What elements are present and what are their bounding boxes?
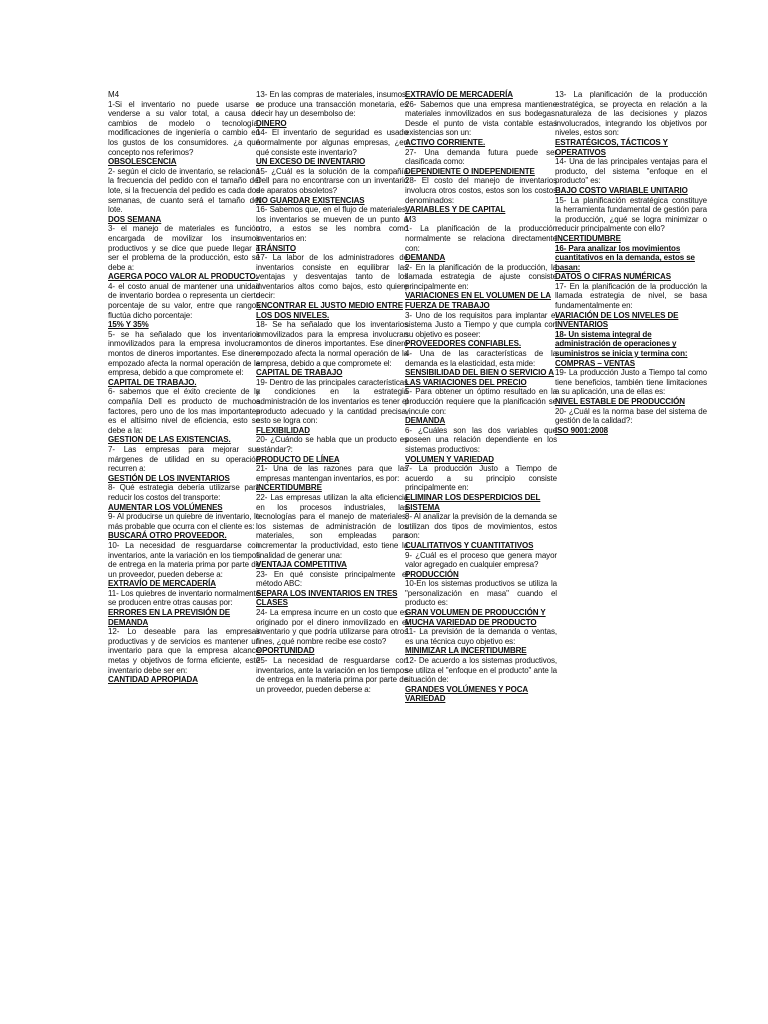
answer-text: NO GUARDAR EXISTENCIAS	[256, 195, 365, 205]
question-text: 20- ¿Cuándo se habla que un producto es estándar?:	[256, 435, 408, 454]
answer-text: ACTIVO CORRIENTE.	[405, 137, 486, 147]
question-text: 1- La planificación de la producción normalmente se relaciona directamente con:	[405, 224, 557, 253]
question-text: 12- De acuerdo a los sistemas productivos, se utiliza el "enfoque en el producto" ante la situación de:	[405, 656, 557, 685]
answer-text: BUSCARÁ OTRO PROVEEDOR.	[108, 531, 227, 541]
answer-text: NIVEL ESTABLE DE PRODUCCIÓN	[555, 397, 685, 406]
text-column-3	[405, 90, 557, 704]
question-text: 14- Una de las principales ventajas para el producto, del sistema "enfoque en el producto" es:	[555, 157, 707, 186]
answer-text: PRODUCTO DE LÍNEA	[256, 454, 340, 464]
answer-text: VENTAJA COMPETITIVA	[256, 560, 347, 570]
question-text: 16- Sabemos que, en el flujo de materiales, los inventarios se mueven de un punto a otro, a estos se les nombra como inventarios en:	[256, 205, 408, 243]
question-text: 4- Una de las características de la demanda es la elasticidad, esta mide:	[405, 349, 557, 368]
text-column-1	[108, 90, 260, 685]
question-text: 17- En la planificación de la producción la llamada estrategia de nivel, se basa fundamentalmente en:	[555, 281, 707, 311]
answer-text: AUMENTAR LOS VOLÚMENES	[108, 502, 223, 512]
question-text: 3- Uno de los requisitos para implantar el sistema Justo a Tiempo y que cumpla con su objetivo es poseer:	[405, 310, 557, 339]
answer-text: BAJO COSTO VARIABLE UNITARIO	[555, 185, 688, 195]
text-column-2	[256, 90, 408, 694]
answer-text: CAPITAL DE TRABAJO.	[108, 377, 197, 387]
question-text: 13- En las compras de materiales, insumos, se produce una transacción monetaria, es decir hay un desembolso de:	[256, 90, 408, 119]
answer-text: VARIACIONES EN EL VOLUMEN DE LA FUERZA DE TRABAJO	[405, 291, 551, 311]
answer-text: ERRORES EN LA PREVISIÓN DE DEMANDA	[108, 608, 231, 627]
answer-text: AGERGA POCO VALOR AL PRODUCTO.	[108, 272, 258, 282]
question-text: 11- La previsión de la demanda o ventas, es una técnica cuyo objetivo es:	[405, 627, 557, 646]
question-text: 28- El costo del manejo de inventarios involucra otros costos, estos son los costos denominados:	[405, 176, 557, 205]
question-text: 10-En los sistemas productivos se utiliza la "personalización en masa" cuando el producto es:	[405, 579, 557, 608]
question-text: 7- La producción Justo a Tiempo de acuerdo a su principio consiste principalmente en:	[405, 464, 557, 493]
answer-text: OBSOLESCENCIA	[108, 157, 177, 167]
answer-text: 16- Para analizar los movimientos cuantitativos en la demanda, estos se basan:	[555, 243, 695, 272]
answer-text: SENSIBILIDAD DEL BIEN O SERVICIO A LAS VARIACIONES DEL PRECIO	[405, 368, 554, 387]
answer-text: TRÁNSITO	[256, 243, 296, 253]
question-text: 17- La labor de los administradores de inventarios consiste en equilibrar las ventajas y desventajas tanto de los inventarios altos como bajos, esto quiere decir:	[256, 253, 408, 301]
answer-text: DINERO	[256, 118, 287, 128]
answer-text: PRODUCCIÓN	[405, 569, 459, 579]
question-text: 22- Las empresas utilizan la alta eficiencia en los procesos industriales, las tecnologías para el manejo de materiales, los sistemas de administración de los materiales, son empleadas para incrementar la productividad, esto tiene la finalidad de generar una:	[256, 492, 408, 560]
answer-text: VARIABLES Y DE CAPITAL	[405, 205, 506, 215]
answer-text: ESTRATÉGICOS, TÁCTICOS Y OPERATIVOS	[555, 137, 668, 157]
question-text: 6- ¿Cuáles son las dos variables que poseen una relación dependiente en los sistemas productivos:	[405, 425, 557, 454]
answer-text: CANTIDAD APROPIADA	[108, 675, 198, 685]
question-text: 5- se ha señalado que los inventarios inmovilizados para la empresa involucran montos de dineros importantes. Ese dinero empozado afecta la normal operación de la empresa, debido a que compromete el:	[108, 329, 260, 378]
answer-text: DOS SEMANA	[108, 214, 162, 224]
answer-text: FLEXIBILIDAD	[256, 425, 310, 435]
question-text: 9- Al producirse un quiebre de inventario, lo más probable que ocurra con el cliente es:	[108, 512, 260, 531]
question-text: 10- La necesidad de resguardarse con inventarios, ante la variación en los tiempos de entrega en la materia prima por parte de un proveedor, pueden deberse a:	[108, 540, 260, 579]
question-text: M3	[405, 214, 416, 224]
answer-text: UN EXCESO DE INVENTARIO	[256, 157, 366, 167]
question-text: 4- el costo anual de mantener una unidad de inventario bordea o representa un cierto porcentaje de su valor, entre que rangos fluctúa dicho porcentaje:	[108, 281, 260, 320]
question-text: 25- La necesidad de resguardarse con inventarios, ante la variación en los tiempos de entrega en la materia prima por parte de un proveedor, pueden deberse a:	[256, 656, 408, 694]
question-text: 2- En la planificación de la producción, la llamada estrategia de ajuste consiste principalmente en:	[405, 262, 557, 291]
question-text: 15- ¿Cuál es la solución de la compañía Dell para no encontrarse con un inventario de aparatos obsoletos?	[256, 166, 408, 195]
question-text: 11- Los quiebres de inventario normalmente se producen entre otras causas por:	[108, 588, 260, 608]
question-text: 21- Una de las razones para que las empresas mantengan inventarios, es por:	[256, 464, 408, 483]
answer-text: GESTIÓN DE LOS INVENTARIOS	[108, 473, 230, 483]
answer-text: ISO 9001:2008	[555, 425, 608, 435]
answer-text: DEPENDIENTE O INDEPENDIENTE	[405, 166, 535, 176]
question-text: 12- Lo deseable para las empresas productivas y de servicios es mantener un inventario para que la empresa alcance metas y objetivos de forma eficiente, este inventario debe ser en:	[108, 627, 260, 675]
answer-text: COMPRAS – VENTAS	[555, 358, 636, 368]
question-text: 3- el manejo de materiales es función encargada de movilizar los insumos productivos y se dice que puede llegar a ser el problema de la producción, esto se debe a:	[108, 224, 260, 272]
answer-text: MINIMIZAR LA INCERTIDUMBRE	[405, 646, 527, 656]
question-text: 8- Qué estrategia debería utilizarse para reducir los costos del transporte:	[108, 483, 260, 502]
question-text: 24- La empresa incurre en un costo que es originado por el dinero inmovilizado en el inventario y que podría utilizarse para otros fines, ¿qué nombre recibe ese costo?	[256, 608, 408, 646]
answer-text: EXTRAVÍO DE MERCADERÍA	[108, 579, 216, 589]
question-text: 1-Si el inventario no puede usarse o venderse a su valor total, a causa de cambios de modelo o tecnología, modificaciones de ingeniería o cambio en los gustos de los consumidores. ¿a qué concepto nos referimos?	[108, 99, 260, 157]
answer-text: DATOS O CIFRAS NUMÉRICAS	[555, 272, 671, 282]
answer-text: DEMANDA	[405, 416, 446, 426]
question-text: 13- La planificación de la producción estratégica, se proyecta en relación a la naturaleza de las decisiones y plazos involucrados, integrando los objetivos por niveles, estos son:	[555, 90, 707, 138]
question-text: 18- Se ha señalado que los inventarios inmovilizados para la empresa involucran montos de dineros importantes. Ese dinero empozado afecta la normal operación de la empresa, debido a que compromete el:	[256, 320, 408, 368]
answer-text: 15% Y 35%	[108, 320, 149, 330]
question-text: 6- sabemos que el éxito creciente de la compañía Dell es producto de muchos factores, pero uno de los mas importantes es el altísimo nivel de eficiencia, esto se debe a la:	[108, 387, 260, 435]
answer-text: VARIACIÓN DE LOS NIVELES DE INVENTARIOS	[555, 310, 679, 330]
answer-text: ELIMINAR LOS DESPERDICIOS DEL SISTEMA	[405, 492, 541, 512]
text-column-4	[555, 90, 707, 435]
answer-text: VOLUMEN Y VARIEDAD	[405, 454, 494, 464]
question-text: 8- Al analizar la previsión de la demanda se utilizan dos tipos de movimientos, estos son:	[405, 512, 557, 541]
question-text: 20- ¿Cuál es la norma base del sistema de gestión de la calidad?:	[555, 406, 707, 426]
question-text: 27- Una demanda futura puede ser clasificada como:	[405, 147, 557, 167]
answer-text: 18- Un sistema integral de administración de operaciones y suministros se inicia y termina con:	[555, 329, 688, 359]
answer-text: GRANDES VOLÚMENES Y POCA VARIEDAD	[405, 684, 529, 704]
question-text: 14- El inventario de seguridad es usado normalmente por algunas empresas, ¿en qué consiste este inventario?	[256, 128, 408, 157]
answer-text: EXTRAVÍO DE MERCADERÍA	[405, 90, 513, 99]
answer-text: CUALITATIVOS Y CUANTITATIVOS	[405, 540, 534, 550]
question-text: 9- ¿Cuál es el proceso que genera mayor valor agregado en cualquier empresa?	[405, 550, 557, 570]
question-text: 19- Dentro de las principales características y condiciones en la estrategia administración de los inventarios es tener el producto adecuado y la cantidad precisa, esto se logra con:	[256, 377, 408, 426]
answer-text: SEPARA LOS INVENTARIOS EN TRES CLASES	[256, 588, 398, 608]
question-text: 19- La producción Justo a Tiempo tal como tiene beneficios, también tiene limitaciones a su aplicación, una de ellas es:	[555, 368, 707, 397]
question-text: 2- según el ciclo de inventario, se relaciona la frecuencia del pedido con el tamaño del lote, si la frecuencia del pedido es cada dos semanas, de cuanto será el tamaño del lote.	[108, 166, 260, 215]
answer-text: INCERTIDUMBRE	[256, 483, 322, 493]
answer-text: GRAN VOLUMEN DE PRODUCCIÓN Y MUCHA VARIEDAD DE PRODUCTO	[405, 608, 546, 627]
question-text: 5- Para obtener un óptimo resultado en la producción requiere que la planificación se vincule con:	[405, 387, 557, 416]
answer-text: PROVEEDORES CONFIABLES.	[405, 339, 521, 349]
question-text: 23- En qué consiste principalmente el método ABC:	[256, 569, 408, 589]
answer-text: INCERTIDUMBRE	[555, 233, 621, 243]
answer-text: CAPITAL DE TRABAJO	[256, 368, 343, 378]
answer-text: ENCONTRAR EL JUSTO MEDIO ENTRE LOS DOS NIVELES.	[256, 301, 403, 320]
question-text: 7- Las empresas para mejorar sus márgenes de utilidad en su operación recurren a:	[108, 444, 260, 474]
question-text: M4	[108, 90, 119, 99]
question-text: 26- Sabemos que una empresa mantiene materiales inmovilizados en sus bodegas. Desde el punto de vista contable estas existencias son un:	[405, 99, 557, 138]
answer-text: OPORTUNIDAD	[256, 646, 315, 656]
answer-text: DEMANDA	[405, 253, 446, 263]
question-text: 15- La planificación estratégica constituye la herramienta fundamental de gestión para la producción, ¿qué se logra minimizar o reducir principalmente con ello?	[555, 195, 707, 234]
answer-text: GESTION DE LAS EXISTENCIAS.	[108, 435, 231, 445]
